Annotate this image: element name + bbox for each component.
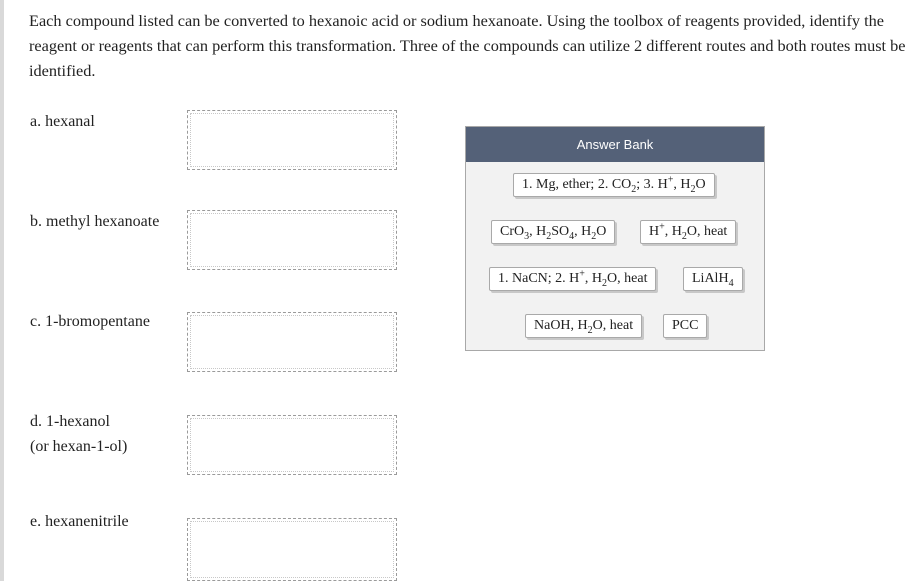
dropzone-e[interactable] (187, 518, 397, 581)
tile-lialh4[interactable]: LiAlH$_4$ (683, 267, 743, 291)
question-a-label: a. hexanal (30, 113, 95, 130)
question-c-label: c. 1-bromopentane (30, 313, 150, 330)
tile-saponification[interactable]: NaOH, $H_2O$, heat (525, 314, 642, 338)
tile-pcc[interactable]: PCC (663, 314, 707, 338)
dropzone-c[interactable] (187, 312, 397, 372)
dropzone-b[interactable] (187, 210, 397, 270)
question-e-label: e. hexanenitrile (30, 513, 129, 530)
tile-cyanide-hydrolysis[interactable]: 1. NaCN; 2. H+, $H_2O$, heat (489, 267, 656, 291)
tile-jones-reagent[interactable]: CrO$_3$, $H_2SO_4$, $H_2O$ (491, 220, 615, 244)
answer-bank (465, 126, 765, 351)
question-d-label (30, 409, 127, 459)
tile-acid-hydrolysis[interactable]: H+, $H_2O$, heat (640, 220, 736, 244)
tile-grignard-co2[interactable]: 1. Mg, ether; 2. $CO_2$; 3. H+, $H_2O$ (513, 173, 715, 197)
question-d-line1: d. 1-hexanol (30, 413, 110, 430)
dropzone-d[interactable] (187, 415, 397, 475)
instructions-text: Each compound listed can be converted to hexanoic acid or sodium hexanoate. Using the toolbox of reagents provided, identify the reagent or reagents that can perform this transformation. Three of the compounds can utilize 2 different routes and both routes must be identified. (29, 11, 906, 80)
question-d-line2: (or hexan-1-ol) (30, 438, 128, 455)
left-border (0, 0, 4, 581)
dropzone-a[interactable] (187, 110, 397, 170)
answer-bank-title: Answer Bank (466, 127, 764, 162)
question-b-label: b. methyl hexanoate (30, 213, 160, 230)
